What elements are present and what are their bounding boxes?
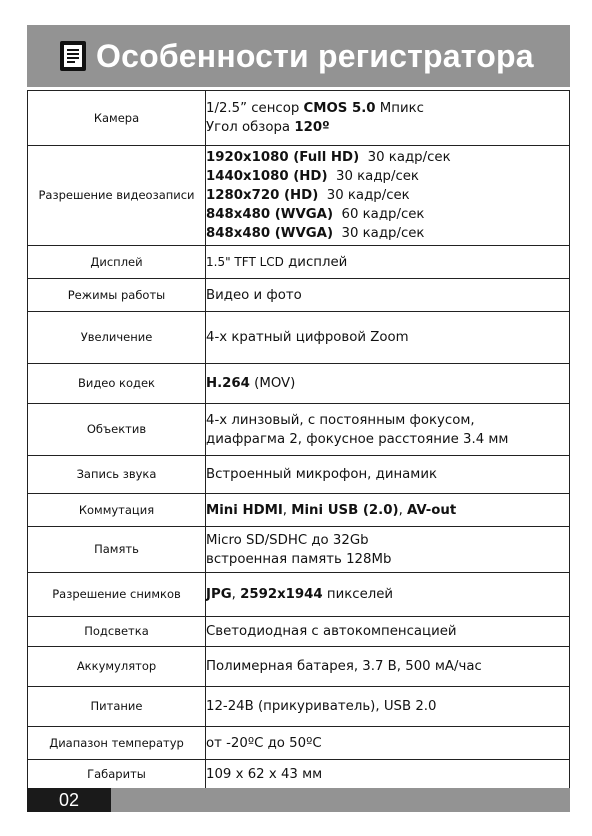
- spec-value: [206, 494, 570, 527]
- spec-value-text: пикселей: [322, 587, 394, 602]
- spec-value: [206, 760, 570, 789]
- spec-value: [206, 617, 570, 647]
- spec-label: Память: [28, 527, 206, 573]
- specs-table: [27, 90, 570, 789]
- spec-value-line: [206, 765, 569, 784]
- spec-value-bold-text: AV-out: [407, 502, 457, 518]
- spec-value-line: [206, 622, 569, 641]
- spec-value-bold-text: H.264: [206, 376, 250, 391]
- spec-value-text: Видео и фото: [206, 287, 302, 303]
- spec-value-line: [206, 118, 569, 137]
- spec-value-text: 12-24В (прикуриватель), USB 2.0: [206, 699, 437, 714]
- spec-label: Диапазон температур: [28, 727, 206, 760]
- spec-value-bold-text: 1440x1080 (HD): [206, 169, 328, 184]
- spec-value-text: диафрагма 2, фокусное расстояние 3.4 мм: [206, 431, 509, 447]
- spec-value-text: 4-х кратный цифровой Zoom: [206, 330, 409, 345]
- spec-value-text: 60 кадр/сек: [333, 207, 425, 222]
- spec-value-text: ,: [231, 587, 241, 602]
- spec-value-line: [206, 328, 569, 347]
- spec-label: Разрешение видеозаписи: [28, 146, 206, 246]
- spec-row: [28, 279, 570, 312]
- spec-value-bold-text: (2.0): [358, 502, 399, 518]
- spec-value-text: 30 кадр/сек: [359, 150, 451, 165]
- spec-row: [28, 312, 570, 364]
- spec-value-text: Мпикс: [375, 101, 424, 116]
- spec-value-text: дисплей: [283, 254, 348, 270]
- spec-value-text: встроенная память 128Mb: [206, 551, 392, 567]
- spec-row: [28, 246, 570, 279]
- spec-label: Видео кодек: [28, 364, 206, 404]
- spec-value-line: [206, 148, 569, 167]
- spec-row: [28, 146, 570, 246]
- spec-label: Разрешение снимков: [28, 573, 206, 617]
- spec-value-bold-text: 1280x720 (HD): [206, 188, 319, 203]
- page-number: 02: [27, 788, 111, 812]
- spec-value-line: [206, 99, 569, 118]
- spec-value-bold-text: Mini HDMI: [206, 502, 283, 518]
- spec-value-line: [206, 531, 569, 550]
- spec-value: [206, 527, 570, 573]
- spec-row: [28, 647, 570, 687]
- spec-value-text: 4-х линзовый, с постоянным фокусом,: [206, 412, 475, 428]
- spec-value-text: Встроенный микрофон, динамик: [206, 467, 438, 482]
- spec-value-text: (MOV): [249, 376, 296, 391]
- spec-value: [206, 279, 570, 312]
- spec-label: Габариты: [28, 760, 206, 789]
- spec-value-line: [206, 411, 569, 430]
- spec-value: [206, 91, 570, 146]
- spec-value-bold-text: 848x480 (WVGA): [206, 226, 334, 241]
- spec-value-bold-text: JPG: [206, 587, 232, 602]
- spec-value-text: Светодиодная с автокомпенсацией: [206, 624, 457, 639]
- spec-value-text: 1/2.5” сенсор: [206, 101, 304, 116]
- spec-label: Режимы работы: [28, 279, 206, 312]
- spec-value-text: 1.5" TFT LCD: [206, 254, 284, 269]
- spec-value: [206, 573, 570, 617]
- spec-row: [28, 494, 570, 527]
- spec-value-text: от -20ºС до 50ºС: [206, 735, 322, 751]
- spec-row: [28, 404, 570, 456]
- spec-value-line: [206, 205, 569, 224]
- page-title: Особенности регистратора: [96, 37, 534, 74]
- spec-value-line: [206, 374, 569, 393]
- spec-value-text: 30 кадр/сек: [327, 169, 419, 184]
- spec-value-line: [206, 186, 569, 205]
- spec-value-text: 109 x 62 x 43 мм: [206, 766, 323, 782]
- spec-row: [28, 573, 570, 617]
- spec-value-bold-text: 2592x1944: [240, 587, 323, 602]
- spec-value-line: [206, 697, 569, 716]
- spec-value-bold-text: 120º: [294, 120, 330, 135]
- spec-label: Аккумулятор: [28, 647, 206, 687]
- spec-value-line: [206, 501, 569, 520]
- spec-value-bold-text: CMOS 5.0: [303, 101, 376, 116]
- spec-value-line: [206, 430, 569, 449]
- spec-value: [206, 727, 570, 760]
- spec-label: Камера: [28, 91, 206, 146]
- spec-value-text: 30 кадр/сек: [333, 226, 425, 241]
- page-footer: [27, 788, 570, 812]
- spec-value-line: [206, 585, 569, 604]
- spec-label: Увеличение: [28, 312, 206, 364]
- spec-value-text: Micro SD/SDHC до 32Gb: [206, 532, 369, 548]
- spec-label: Коммутация: [28, 494, 206, 527]
- spec-label: Подсветка: [28, 617, 206, 647]
- spec-value-text: Угол обзора: [206, 120, 295, 135]
- spec-label: Питание: [28, 687, 206, 727]
- spec-value: [206, 364, 570, 404]
- spec-value-bold-text: 1920x1080 (Full HD): [206, 150, 360, 165]
- spec-value: [206, 404, 570, 456]
- spec-value-line: [206, 734, 569, 753]
- spec-value: [206, 687, 570, 727]
- spec-row: [28, 456, 570, 494]
- spec-value-bold-text: Mini USB: [291, 502, 359, 518]
- spec-value-text: ,: [398, 502, 408, 518]
- spec-value-text: ,: [282, 502, 292, 518]
- document-icon: [60, 41, 86, 71]
- page-header: [27, 25, 570, 87]
- spec-value: [206, 456, 570, 494]
- spec-value-text: Полимерная батарея, 3.7 В, 500 мА/час: [206, 659, 482, 674]
- spec-value-line: [206, 253, 569, 272]
- spec-row: [28, 527, 570, 573]
- spec-value-line: [206, 465, 569, 484]
- spec-value: [206, 312, 570, 364]
- spec-value-text: 30 кадр/сек: [318, 188, 410, 203]
- spec-value-line: [206, 167, 569, 186]
- spec-value-line: [206, 657, 569, 676]
- spec-row: [28, 91, 570, 146]
- spec-row: [28, 617, 570, 647]
- spec-row: [28, 364, 570, 404]
- spec-label: Запись звука: [28, 456, 206, 494]
- spec-label: Объектив: [28, 404, 206, 456]
- spec-row: [28, 687, 570, 727]
- spec-row: [28, 760, 570, 789]
- spec-label: Дисплей: [28, 246, 206, 279]
- spec-value-line: [206, 224, 569, 243]
- spec-value-bold-text: 848x480 (WVGA): [206, 207, 334, 222]
- spec-row: [28, 727, 570, 760]
- spec-value-line: [206, 286, 569, 305]
- spec-value: [206, 246, 570, 279]
- spec-value-line: [206, 550, 569, 569]
- spec-value: [206, 146, 570, 246]
- spec-value: [206, 647, 570, 687]
